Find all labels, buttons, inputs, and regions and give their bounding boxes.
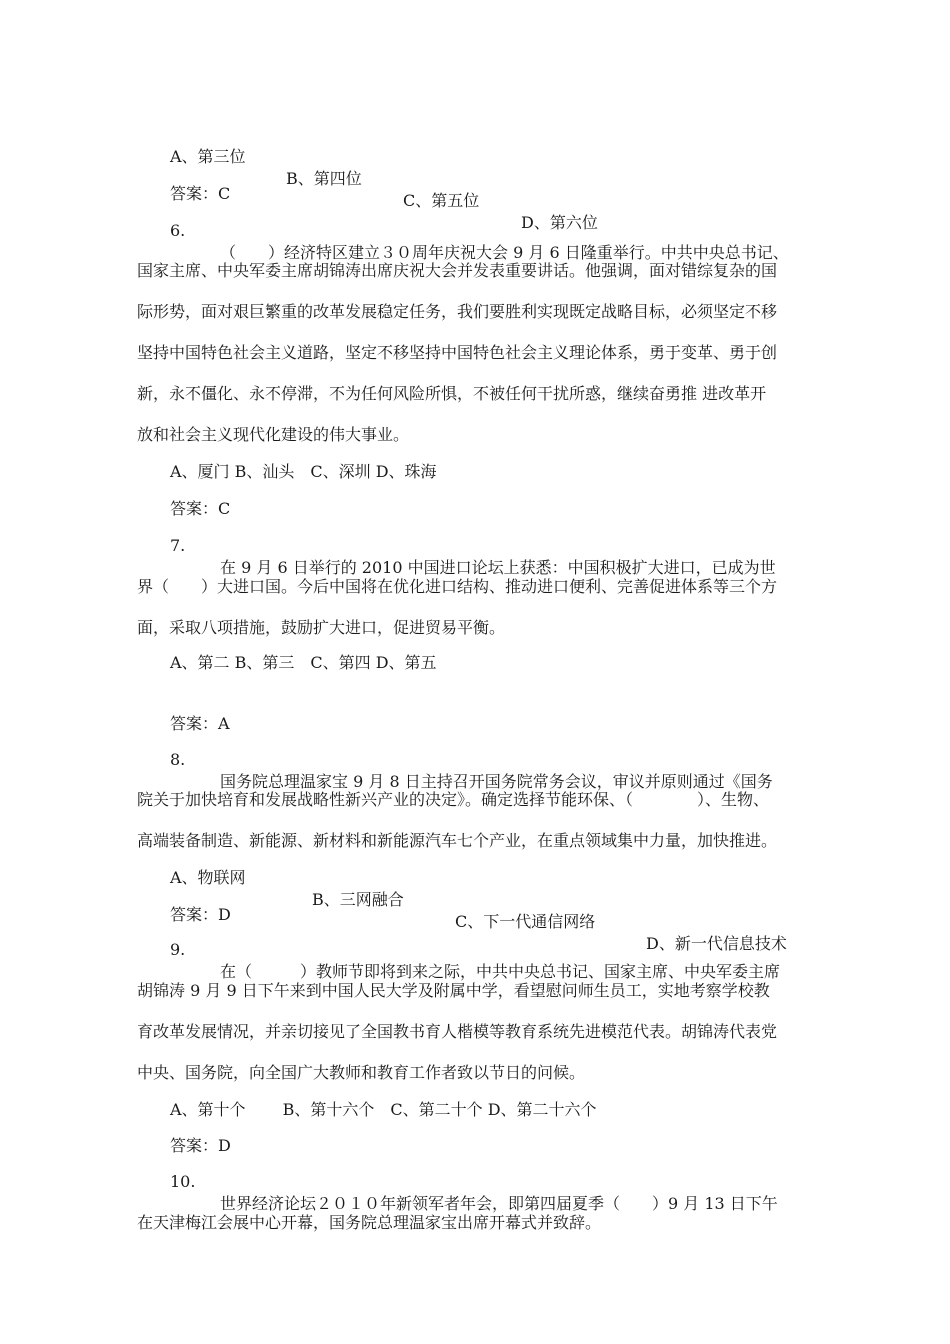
q8-answer: 答案：D (170, 905, 231, 924)
q6-line-6: 放和社会主义现代化建设的伟大事业。 (137, 425, 410, 444)
q5-answer: 答案：C (170, 184, 231, 203)
q6-line-2: 国家主席、中央军委主席胡锦涛出席庆祝大会并发表重要讲话。他强调，面对错综复杂的国 (137, 261, 778, 280)
q9-number: 9. (170, 940, 186, 959)
q7-line-1: 7. 在 9 月 6 日举行的 2010 中国进口论坛上获悉：中国积极扩大进口，已成为世 (170, 536, 776, 577)
q9-line-2: 胡锦涛 9 月 9 日下午来到中国人民大学及附属中学，看望慰问师生员工，实地考察学校教 (137, 981, 770, 1000)
q6-line-1: 6. （ ）经济特区建立３０周年庆祝大会 9 月 6 日隆重举行。中共中央总书记、 (170, 221, 789, 262)
q7-answer: 答案：A (170, 714, 230, 733)
q5-option-d: D、第六位 (521, 213, 598, 232)
q5-option-a: A、第三位 (170, 147, 246, 166)
q10-line-2: 在天津梅江会展中心开幕，国务院总理温家宝出席开幕式并致辞。 (137, 1213, 602, 1232)
q6-options: A、厦门 B、汕头 C、深圳 D、珠海 (170, 462, 437, 481)
q7-line-3: 面，采取八项措施，鼓励扩大进口，促进贸易平衡。 (137, 618, 506, 637)
q8-option-c: C、下一代通信网络 (455, 912, 596, 931)
q7-number: 7. (170, 536, 186, 555)
q8-line-2: 院关于加快培育和发展战略性新兴产业的决定》。确定选择节能环保、（ ）、生物、 (137, 790, 770, 809)
q6-number: 6. (170, 221, 186, 240)
q7-line-2: 界（ ）大进口国。今后中国将在优化进口结构、推动进口便利、完善促进体系等三个方 (137, 577, 778, 596)
q10-number: 10. (170, 1172, 196, 1191)
q5-option-b: B、第四位 (286, 169, 362, 188)
q8-line-1: 8. 国务院总理温家宝 9 月 8 日主持召开国务院常务会议，审议并原则通过《国务 (170, 750, 773, 791)
q9-answer: 答案：D (170, 1136, 231, 1155)
q6-answer: 答案：C (170, 499, 231, 518)
q5-option-c: C、第五位 (403, 191, 480, 210)
q9-options: A、第十个 B、第十六个 C、第二十个 D、第二十六个 (170, 1100, 597, 1119)
q8-option-d: D、新一代信息技术 (646, 934, 787, 953)
q6-line-5: 新，永不僵化、永不停滞，不为任何风险所惧，不被任何干扰所惑，继续奋勇推 进改革开 (137, 384, 767, 403)
q9-line-4: 中央、国务院，向全国广大教师和教育工作者致以节日的问候。 (137, 1063, 586, 1082)
q8-option-a: A、物联网 (170, 868, 246, 887)
q6-line-4: 坚持中国特色社会主义道路，坚定不移坚持中国特色社会主义理论体系，勇于变革、勇于创 (137, 343, 778, 362)
q7-options: A、第二 B、第三 C、第四 D、第五 (170, 653, 437, 672)
q6-line-3: 际形势，面对艰巨繁重的改革发展稳定任务，我们要胜利实现既定战略目标，必须坚定不移 (137, 302, 778, 321)
q9-line-1: 9. 在（ ）教师节即将到来之际，中共中央总书记、国家主席、中央军委主席 (170, 940, 781, 981)
q10-line-1: 10. 世界经济论坛２０１０年新领军者年会，即第四届夏季（ ）9 月 13 日下午 (170, 1172, 778, 1213)
q8-line-3: 高端装备制造、新能源、新材料和新能源汽车七个产业，在重点领域集中力量，加快推进。 (137, 831, 778, 850)
q9-line-3: 育改革发展情况，并亲切接见了全国教书育人楷模等教育系统先进模范代表。胡锦涛代表党 (137, 1022, 778, 1041)
q8-number: 8. (170, 750, 186, 769)
q8-option-b: B、三网融合 (312, 890, 404, 909)
